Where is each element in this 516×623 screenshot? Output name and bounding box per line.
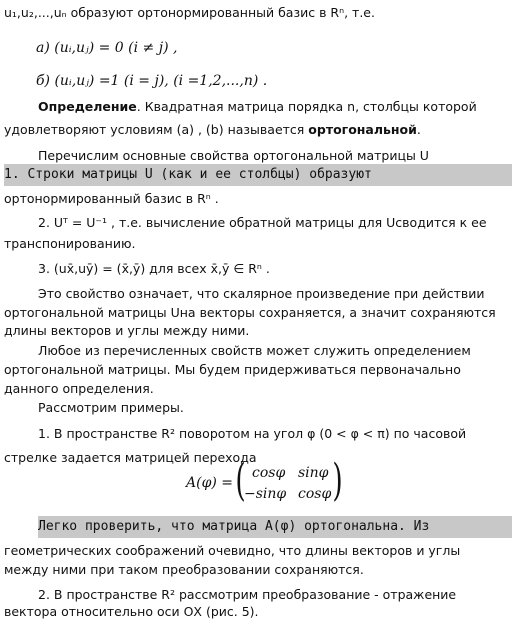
text-line — [0, 164, 516, 186]
text-line — [0, 70, 516, 92]
text-line — [0, 320, 516, 342]
paragraph-text: ортогональной матрицы. Мы будем придерживаться первоначально — [4, 362, 461, 377]
matrix-cell: cosφ — [298, 486, 332, 502]
property-3: 3. (ux̄,uȳ) = (x̄,ȳ) для всех x̄,ȳ ∈ Rⁿ . — [38, 261, 270, 276]
paragraph-text: длины векторов и углы между ними. — [4, 323, 250, 338]
paragraph-text: Рассмотрим примеры. — [38, 400, 184, 415]
property-2: 2. Uᵀ = U⁻¹ , т.е. вычисление обратной матрицы для Uсводится к ее — [38, 215, 487, 230]
highlighted-orthogonal-note: Легко проверить, что матрица A(φ) ортогональна. Из — [38, 516, 512, 538]
condition-a: а) (uᵢ,uⱼ) = 0 (i ≠ j) , — [36, 40, 178, 56]
paragraph-text: вектора относительно оси ОХ (рис. 5). — [4, 604, 259, 619]
text-line — [0, 258, 516, 280]
text-line — [0, 233, 516, 255]
text-line — [0, 119, 516, 141]
orthogonal-term: ортогональной — [308, 122, 417, 137]
example-1: 1. В пространстве R² поворотом на угол φ (0 < φ < π) по часовой — [38, 426, 467, 441]
paragraph-text: геометрических соображений очевидно, что длины векторов и углы — [4, 543, 461, 558]
matrix-right-bracket: ) — [332, 455, 343, 506]
definition-text: удовлетворяют условиям (a) , (b) называется — [4, 122, 309, 137]
paragraph-text: ортонормированный базис в Rⁿ . — [4, 191, 219, 206]
text-line — [0, 559, 516, 581]
text-line — [0, 397, 516, 419]
paragraph-text: Перечислим основные свойства ортогональной матрицы U — [38, 148, 429, 163]
paragraph-text: стрелке задается матрицей перехода — [4, 450, 257, 465]
text-line — [0, 2, 516, 24]
definition-term: Определение — [38, 99, 137, 114]
text-line — [0, 212, 516, 234]
matrix-cell: −sinφ — [244, 486, 287, 502]
paragraph-text: данного определения. — [4, 381, 154, 396]
example-2: 2. В пространстве R² рассмотрим преобразование - отражение — [38, 587, 457, 602]
paragraph-text: ортогональной матрицы Uна векторы сохраняется, а значит сохраняются — [4, 305, 496, 320]
text-line — [0, 601, 516, 623]
paragraph-text: транспонированию. — [4, 236, 136, 251]
paragraph-text: u₁,u₂,...,uₙ образуют ортонормированный базис в Rⁿ, т.е. — [4, 5, 375, 20]
text-line — [0, 423, 516, 445]
matrix-cell: sinφ — [298, 465, 329, 481]
condition-b: б) (uᵢ,uⱼ) =1 (i = j), (i =1,2,...,n) . — [36, 73, 268, 89]
matrix-left-bracket: ( — [235, 455, 246, 506]
rotation-matrix — [186, 455, 386, 507]
paragraph-text: между ними при таком преобразовании сохраняются. — [4, 562, 364, 577]
text-line — [0, 188, 516, 210]
paragraph-text: Любое из перечисленных свойств может служить определением — [38, 343, 471, 358]
matrix-cell: cosφ — [252, 465, 286, 481]
text-line — [0, 516, 516, 538]
definition-line — [38, 96, 477, 118]
matrix-label: A(φ) = — [186, 475, 234, 491]
period: . — [416, 122, 421, 137]
definition-text: . Квадратная матрица порядка n, столбцы которой — [136, 99, 477, 114]
text-line — [0, 96, 516, 118]
definition-line-2 — [4, 119, 421, 141]
highlighted-property-1: 1. Строки матрицы U (как и ее столбцы) образуют — [4, 164, 512, 186]
paragraph-text: Это свойство означает, что скалярное произведение при действии — [38, 286, 485, 301]
text-line — [0, 37, 516, 59]
